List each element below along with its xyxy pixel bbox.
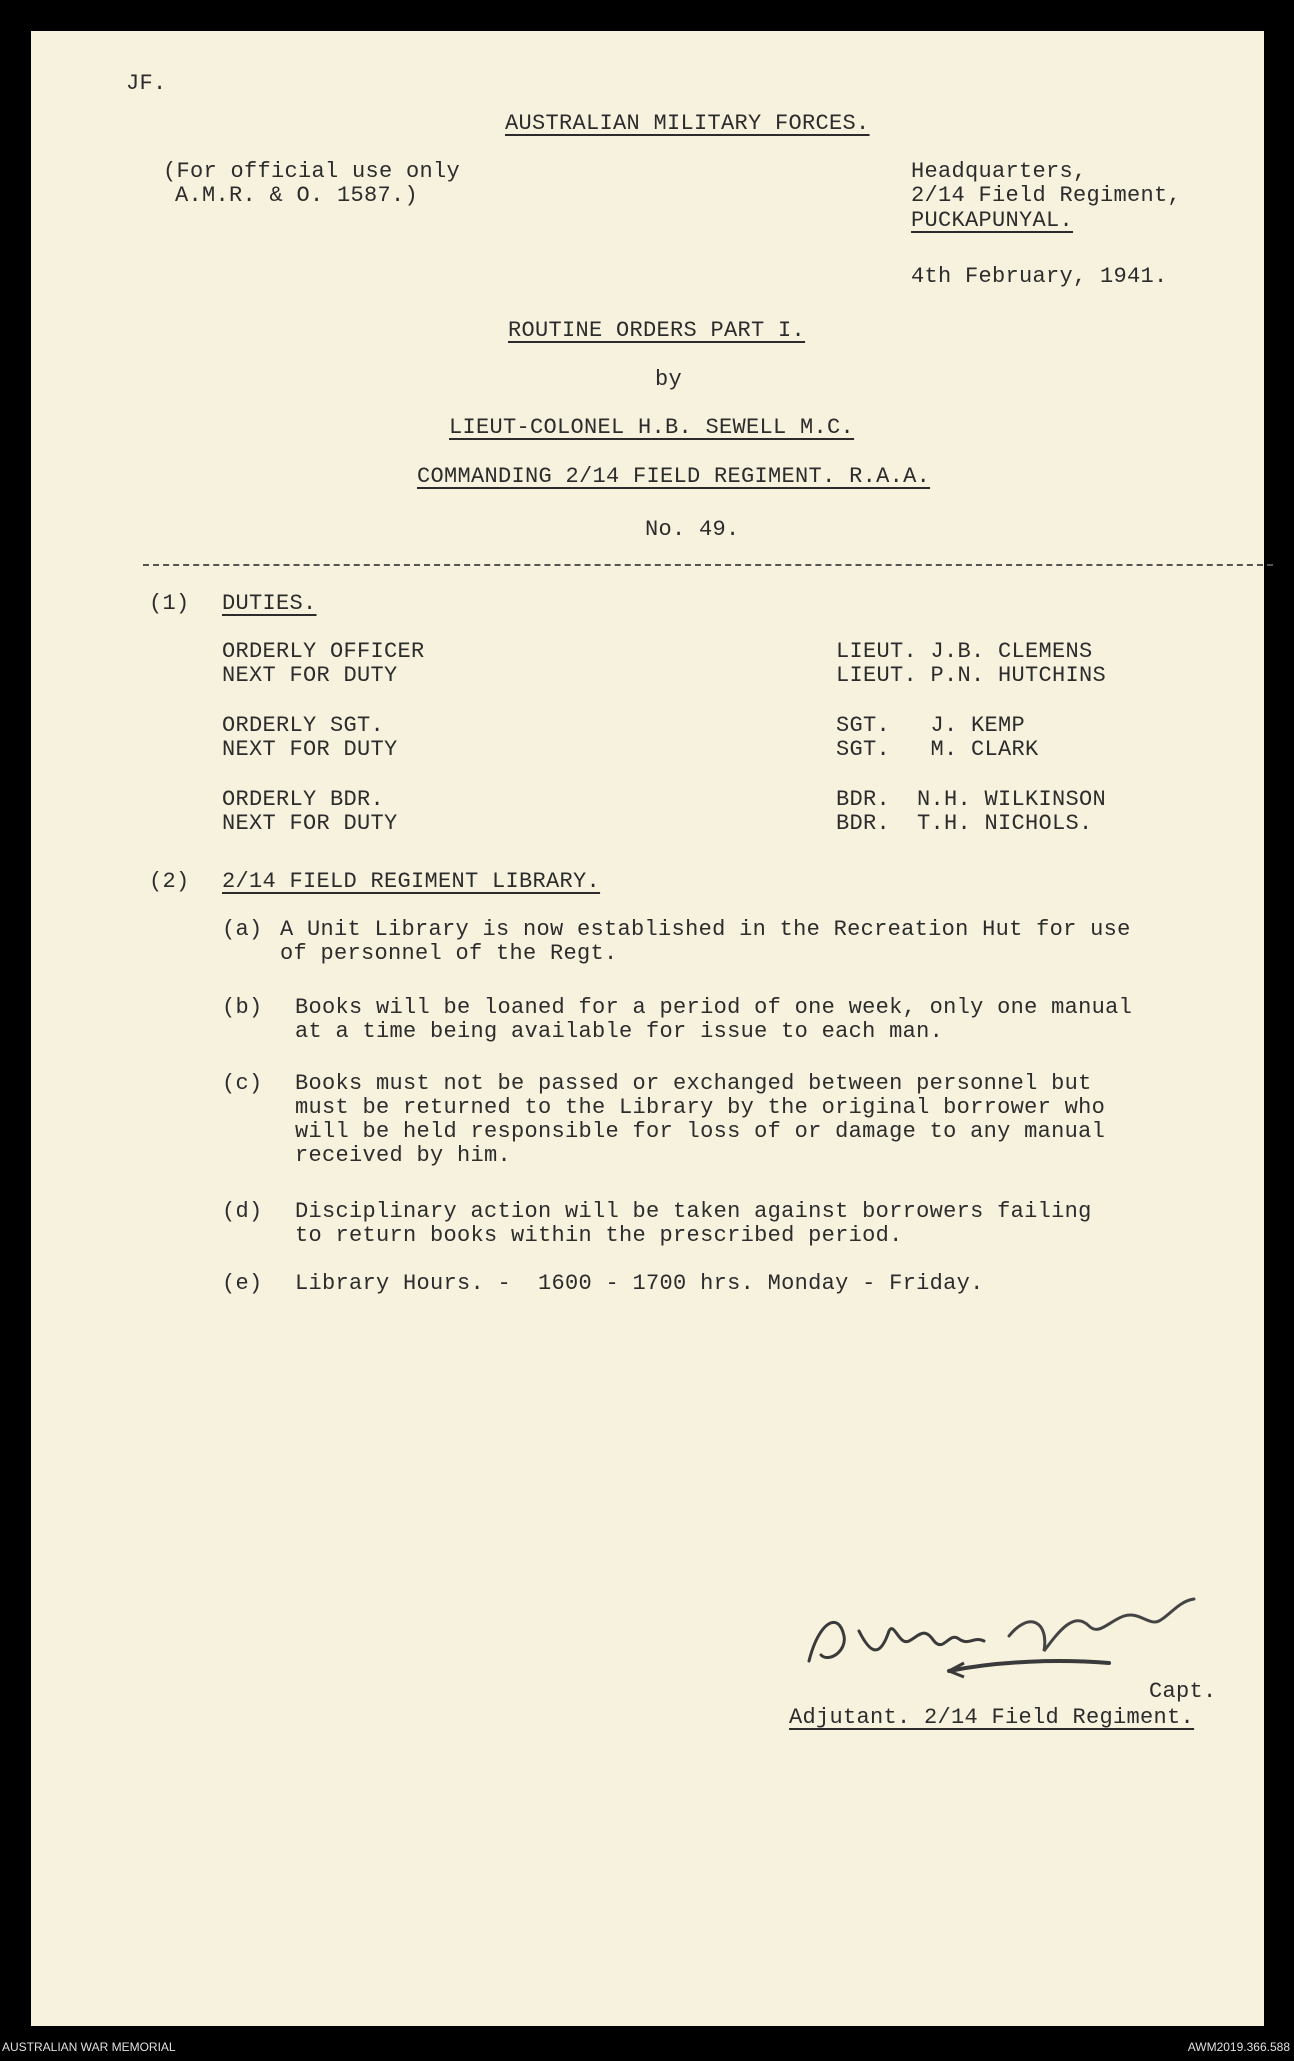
item-b-line2: at a time being available for issue to each man. <box>295 1019 944 1044</box>
signature-graphic <box>799 1591 1219 1681</box>
signatory-rank: Capt. <box>1149 1679 1217 1704</box>
item-d-line2: to return books within the prescribed period. <box>295 1223 903 1248</box>
order-commander: LIEUT-COLONEL H.B. SEWELL M.C. <box>449 415 855 440</box>
duty-role: NEXT FOR DUTY <box>222 663 398 688</box>
duty-name: SGT. M. CLARK <box>836 737 1039 762</box>
item-label-e: (e) <box>222 1271 263 1296</box>
order-command: COMMANDING 2/14 FIELD REGIMENT. R.A.A. <box>417 464 931 489</box>
duty-role: ORDERLY SGT. <box>222 713 385 738</box>
duty-role: ORDERLY BDR. <box>222 787 385 812</box>
duty-role: NEXT FOR DUTY <box>222 737 398 762</box>
item-c-line2: must be returned to the Library by the original borrower who <box>295 1095 1106 1120</box>
item-label-a: (a) <box>222 917 263 942</box>
item-d-line1: Disciplinary action will be taken against borrowers failing <box>295 1199 1092 1224</box>
initials: JF. <box>126 71 167 96</box>
duties-heading: DUTIES. <box>222 591 317 616</box>
duty-role: NEXT FOR DUTY <box>222 811 398 836</box>
item-c-line1: Books must not be passed or exchanged between personnel but <box>295 1071 1092 1096</box>
order-number: No. 49. <box>645 517 740 542</box>
document-heading: AUSTRALIAN MILITARY FORCES. <box>505 111 870 136</box>
item-e-line1: Library Hours. - 1600 - 1700 hrs. Monday - Friday. <box>295 1271 984 1296</box>
section-divider <box>143 564 1273 566</box>
archive-reference: AWM2019.366.588 <box>1187 2040 1290 2054</box>
hq-line2: 2/14 Field Regiment, <box>911 183 1182 208</box>
library-number: (2) <box>149 869 190 894</box>
item-a-line2: of personnel of the Regt. <box>280 941 618 966</box>
archive-credit: AUSTRALIAN WAR MEMORIAL <box>2 2040 176 2054</box>
item-c-line4: received by him. <box>295 1143 512 1168</box>
signatory-title: Adjutant. 2/14 Field Regiment. <box>789 1705 1195 1730</box>
duty-name: BDR. T.H. NICHOLS. <box>836 811 1093 836</box>
item-label-c: (c) <box>222 1071 263 1096</box>
duty-name: BDR. N.H. WILKINSON <box>836 787 1107 812</box>
restriction-note-line1: (For official use only <box>163 159 461 184</box>
hq-line1: Headquarters, <box>911 159 1087 184</box>
order-by: by <box>655 367 683 392</box>
document-page <box>31 31 1264 2026</box>
document-date: 4th February, 1941. <box>911 264 1168 289</box>
duties-number: (1) <box>149 591 190 616</box>
restriction-note-line2: A.M.R. & O. 1587.) <box>175 183 419 208</box>
item-label-b: (b) <box>222 995 263 1020</box>
duty-role: ORDERLY OFFICER <box>222 639 425 664</box>
item-label-d: (d) <box>222 1199 263 1224</box>
duty-name: LIEUT. J.B. CLEMENS <box>836 639 1093 664</box>
order-title: ROUTINE ORDERS PART I. <box>508 318 806 343</box>
item-a-line1: A Unit Library is now established in the Recreation Hut for use <box>280 917 1131 942</box>
item-b-line1: Books will be loaned for a period of one week, only one manual <box>295 995 1133 1020</box>
hq-line3: PUCKAPUNYAL. <box>911 208 1074 233</box>
duty-name: LIEUT. P.N. HUTCHINS <box>836 663 1107 688</box>
library-heading: 2/14 FIELD REGIMENT LIBRARY. <box>222 869 601 894</box>
duty-name: SGT. J. KEMP <box>836 713 1026 738</box>
item-c-line3: will be held responsible for loss of or damage to any manual <box>295 1119 1106 1144</box>
